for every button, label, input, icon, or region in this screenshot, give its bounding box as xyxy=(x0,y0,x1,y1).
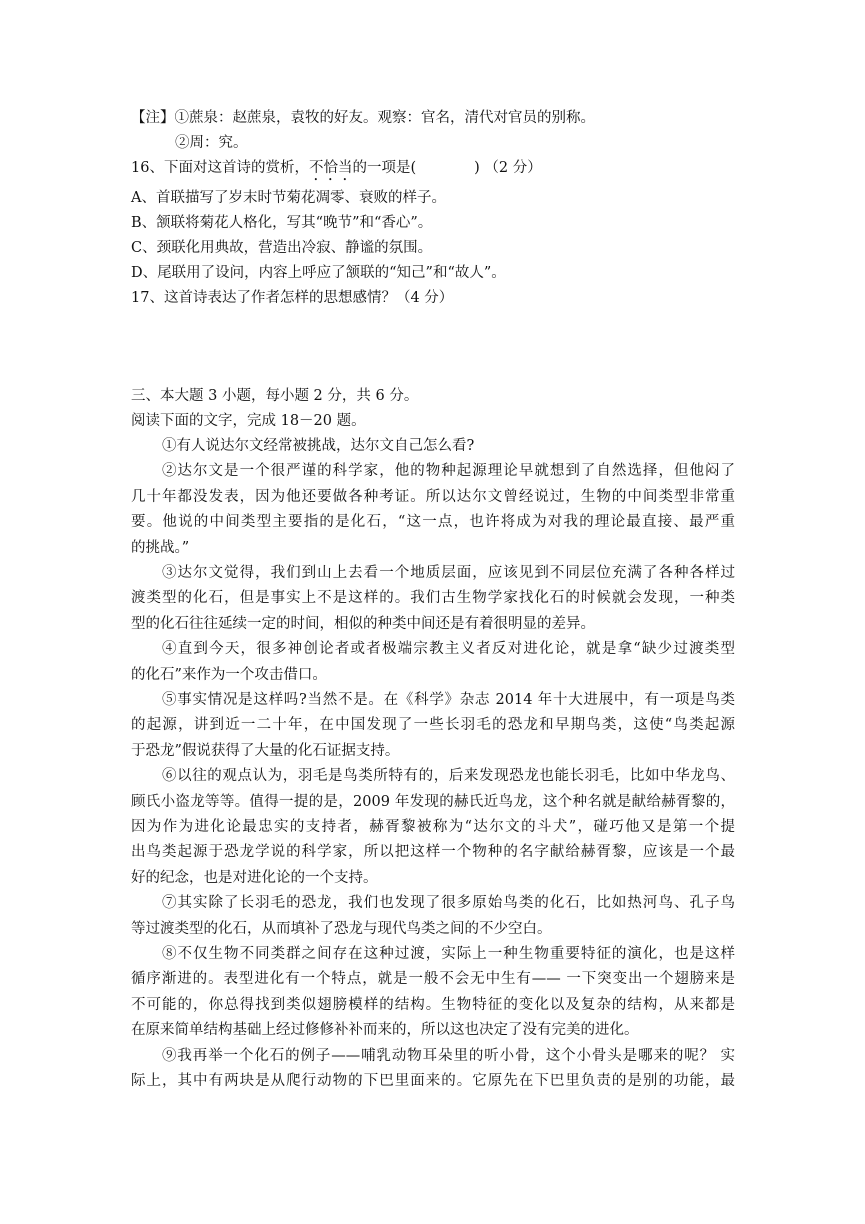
passage-p8-line-3: 不可能的，你总得找到类似翅膀模样的结构。生物特征的变化以及复杂的结构，从来都是 xyxy=(131,997,735,1013)
question-16-stem xyxy=(131,158,542,184)
passage-p7-line-1: ⑦其实除了长羽毛的恐龙，我们也发现了很多原始鸟类的化石，比如热河鸟、孔子鸟 xyxy=(162,895,735,911)
passage-p2-line-4: 的挑战。” xyxy=(131,540,190,556)
q16-option-b: B、颔联将菊花人格化，写其“晚节”和“香心”。 xyxy=(131,215,433,231)
passage-p2-line-2: 几十年都没发表，因为他还要做各种考证。所以达尔文曾经说过，生物的中间类型非常重 xyxy=(131,489,735,505)
passage-p3-line-3: 型的化石往往延续一定的时间，相似的种类中间还是有着很明显的差异。 xyxy=(131,616,595,632)
passage-p6-line-1: ⑥以往的观点认为，羽毛是鸟类所特有的，后来发现恐龙也能长羽毛，比如中华龙鸟、 xyxy=(162,768,735,784)
section-3-heading: 三、本大题 3 小题，每小题 2 分，共 6 分。 xyxy=(131,388,419,404)
passage-p8-line-1: ⑧不仅生物不同类群之间存在这种过渡，实际上一种生物重要特征的演化，也是这样 xyxy=(162,946,735,962)
passage-p2-line-1: ②达尔文是一个很严谨的科学家，他的物种起源理论早就想到了自然选择，但他闷了 xyxy=(162,463,735,479)
passage-p1-line-1: ①有人说达尔文经常被挑战，达尔文自己怎么看? xyxy=(162,438,475,454)
passage-p6-line-4: 出鸟类起源于恐龙学说的科学家，所以把这样一个物种的名字献给赫胥黎，应该是一个最 xyxy=(131,844,735,860)
q16-prefix: 16、下面对这首诗的赏析， xyxy=(131,160,309,176)
passage-p6-line-2: 顾氏小盗龙等等。值得一提的是，2009 年发现的赫氏近鸟龙，这个种名就是献给赫胥黎的， xyxy=(131,794,735,810)
passage-p3-line-1: ③达尔文觉得，我们到山上去看一个地质层面，应该见到不同层位充满了各种各样过 xyxy=(162,565,735,581)
passage-p8-line-4: 在原来简单结构基础上经过修修补补而来的，所以这也决定了没有完美的进化。 xyxy=(131,1022,639,1038)
passage-p3-line-2: 渡类型的化石，但是事实上不是这样的。我们古生物学家找化石的时候就会发现，一种类 xyxy=(131,590,735,606)
passage-p9-line-2: 际上，其中有两块是从爬行动物的下巴里面来的。它原先在下巴里负责的是别的功能，最 xyxy=(131,1073,735,1089)
q16-suffix-a: 的一项是( xyxy=(352,160,417,176)
passage-p8-line-2: 循序渐进的。表型进化有一个特点，就是一般不会无中生有—— 一下突变出一个翅膀来是 xyxy=(131,971,735,987)
section-3-instruction: 阅读下面的文字，完成 18－20 题。 xyxy=(131,413,366,429)
passage-p6-line-3: 因为作为进化论最忠实的支持者，赫胥黎被称为“达尔文的斗犬”，碰巧他又是第一个提 xyxy=(131,819,735,835)
q16-emphasis: 不恰当 xyxy=(308,160,353,176)
q16-option-d: D、尾联用了设问，内容上呼应了颔联的“知己”和“故人”。 xyxy=(131,265,506,281)
passage-p5-line-2: 的起源，讲到近一二十年，在中国发现了一些长羽毛的恐龙和早期鸟类，这使“鸟类起源 xyxy=(131,717,735,733)
passage-p5-line-1: ⑤事实情况是这样吗?当然不是。在《科学》杂志 2014 年十大进展中，有一项是鸟类 xyxy=(162,692,735,708)
question-17: 17、这首诗表达了作者怎样的思想感情？（4 分） xyxy=(131,290,454,306)
q16-option-c: C、颈联化用典故，营造出冷寂、静谧的氛围。 xyxy=(131,240,433,256)
note-line-2: ②周：究。 xyxy=(175,135,248,151)
q16-suffix-b: ) （2 分） xyxy=(474,160,542,176)
passage-p9-line-1: ⑨我再举一个化石的例子——哺乳动物耳朵里的听小骨，这个小骨头是哪来的呢？ 实 xyxy=(162,1048,735,1064)
passage-p6-line-5: 好的纪念，也是对进化论的一个支持。 xyxy=(131,870,378,886)
passage-p4-line-2: 的化石”来作为一个攻击借口。 xyxy=(131,667,327,683)
note-line-1: 【注】①蔗泉：赵蔗泉，袁牧的好友。观察：官名，清代对官员的别称。 xyxy=(131,110,595,126)
passage-p5-line-3: 于恐龙”假说获得了大量的化石证据支持。 xyxy=(131,743,400,759)
passage-p2-line-3: 要。他说的中间类型主要指的是化石，“这一点，也许将成为对我的理论最直接、最严重 xyxy=(131,514,735,530)
passage-p4-line-1: ④直到今天，很多神创论者或者极端宗教主义者反对进化论，就是拿“缺少过渡类型 xyxy=(162,641,735,657)
q16-option-a: A、首联描写了岁末时节菊花凋零、衰败的样子。 xyxy=(131,190,446,206)
passage-p7-line-2: 等过渡类型的化石，从而填补了恐龙与现代鸟类之间的不少空白。 xyxy=(131,921,552,937)
